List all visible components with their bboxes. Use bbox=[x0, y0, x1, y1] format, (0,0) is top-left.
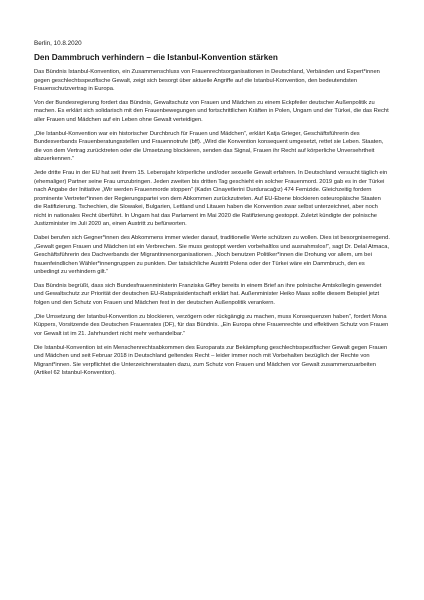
paragraph-intro: Das Bündnis Istanbul-Konvention, ein Zusammenschluss von Frauenrechtsorganisationen in Deutschland, Verbänden und Expert*innen gegen geschlechtsspezifische Gewalt, zeigt sich besorgt über aktuelle Angriffe auf die Istanbul-Konvention, den bedeutendsten Frauenschutzvertrag in Europa. bbox=[34, 69, 380, 92]
document-body bbox=[34, 40, 390, 383]
press-release-headline: Den Dammbruch verhindern – die Istanbul-Konvention stärken bbox=[34, 53, 278, 62]
paragraph-giffey: Das Bündnis begrüßt, dass sich Bundesfrauenministerin Franziska Giffey bereits in einem Brief an ihre polnische Amtskollegin gewendet und Gewaltschutz zur Priorität der deutschen EU-Ratspräsidentschaft erklärt hat. Außenminister Heiko Maas sollte diesem Beispiel jetzt folgen und den Schutz von Frauen und Mädchen fest in der deutschen Außenpolitik verankern. bbox=[34, 282, 382, 306]
paragraph-quote-grieger: „Die Istanbul-Konvention war ein historischer Durchbruch für Frauen und Mädchen“, erklärt Katja Grieger, Geschäftsführerin des Bundesverbands Frauenberatungsstellen und Frauennotrufe (bff). „Wird die Konvention konsequent umgesetzt, rettet sie Leben. Staaten, die von dem Vertrag zurücktreten oder die Umsetzung blockieren, senden das Signal, Frauen ihr Recht auf körperliche Unversehrtheit abzuerkennen.“ bbox=[34, 130, 384, 163]
paragraph-quote-atmaca: Dabei berufen sich Gegner*innen des Abkommens immer wieder darauf, traditionelle Werte schützen zu wollen. Dies ist besorgniserregend. „Gewalt gegen Frauen und Mädchen ist ein Verbrechen. Sie muss gestoppt werden vorbehaltlos und ausnahmslos!“, sagt Dr. Delal Atmaca, Geschäftsführerin des Dachverbands der Migrantinnenorganisationen. „Noch benutzen Politiker*innen die Drohung vor allem, um bei frauenfeindlichen Wähler*innengruppen zu punkten. Der tatsächliche Austritt Polens oder der Türkei wäre ein Dammbruch, den es unbedingt zu verhindern gilt.“ bbox=[34, 235, 390, 276]
paragraph-convention-info: Die Istanbul-Konvention ist ein Menschenrechtsabkommen des Europarats zur Bekämpfung geschlechtsspezifischer Gewalt gegen Frauen und Mädchen und seit Februar 2018 in Deutschland geltendes Recht – leider immer noch mit Vorbehalten bezüglich der Rechte von Migrant*innen. Sie verpflichtet die Unterzeichnerstaaten dazu, zum Schutz von Frauen und Mädchen vor Gewalt zusammenzuarbeiten (Artikel 62 Istanbul-Konvention). bbox=[34, 344, 388, 377]
paragraph-quote-kueppers: „Die Umsetzung der Istanbul-Konvention zu blockieren, verzögern oder rückgängig zu machen, muss Konsequenzen haben“, fordert Mona Küppers, Vorsitzende des Deutschen Frauenrates (DF), für das Bündnis. „Ein Europa ohne Frauenrechte und effektiven Schutz von Frauen vor Gewalt ist im 21. Jahrhundert nicht mehr verhandelbar.“ bbox=[34, 313, 389, 337]
paragraph-statistics: Jede dritte Frau in der EU hat seit ihrem 15. Lebensjahr körperliche und/oder sexuelle Gewalt erfahren. In Deutschland versucht täglich ein (ehemaliger) Partner seine Frau umzubringen. Jeden zweiten bis dritten Tag geschieht ein solcher Frauenmord. 2019 gab es in der Türkei nach Angabe der Initiative „Wir werden Frauenmorde stoppen“ (Kadın Cinayetlerini Durduracağız) 474 Femizide. Gleichzeitig fordern prominente Vertreter*innen der Regierungspartei von dem Abkommen zurückzutreten. Auf EU-Ebene blockieren osteuropäische Staaten die Ratifizierung. Tschechien, die Slowakei, Bulgarien, Lettland und Litauen haben die Konvention zwar selbst unterzeichnet, aber noch nicht in nationales Recht überführt. In Ungarn hat das Parlament im Mai 2020 die Ratifizierung gestoppt. Zuletzt kündigte der polnische Justizminister im Juli 2020 an, einen Austritt zu befürworten. bbox=[34, 170, 388, 228]
paragraph-demand: Von der Bundesregierung fordert das Bündnis, Gewaltschutz von Frauen und Mädchen zu einem Eckpfeiler deutscher Außenpolitik zu machen. Es erklärt sich solidarisch mit den Frauenbewegungen und fortschrittlichen Kräften in Polen, Ungarn und der Türkei, die das Recht aller Frauen und Mädchen auf ein Leben ohne Gewalt verteidigen. bbox=[34, 99, 389, 123]
dateline: Berlin, 10.8.2020 bbox=[34, 40, 82, 47]
